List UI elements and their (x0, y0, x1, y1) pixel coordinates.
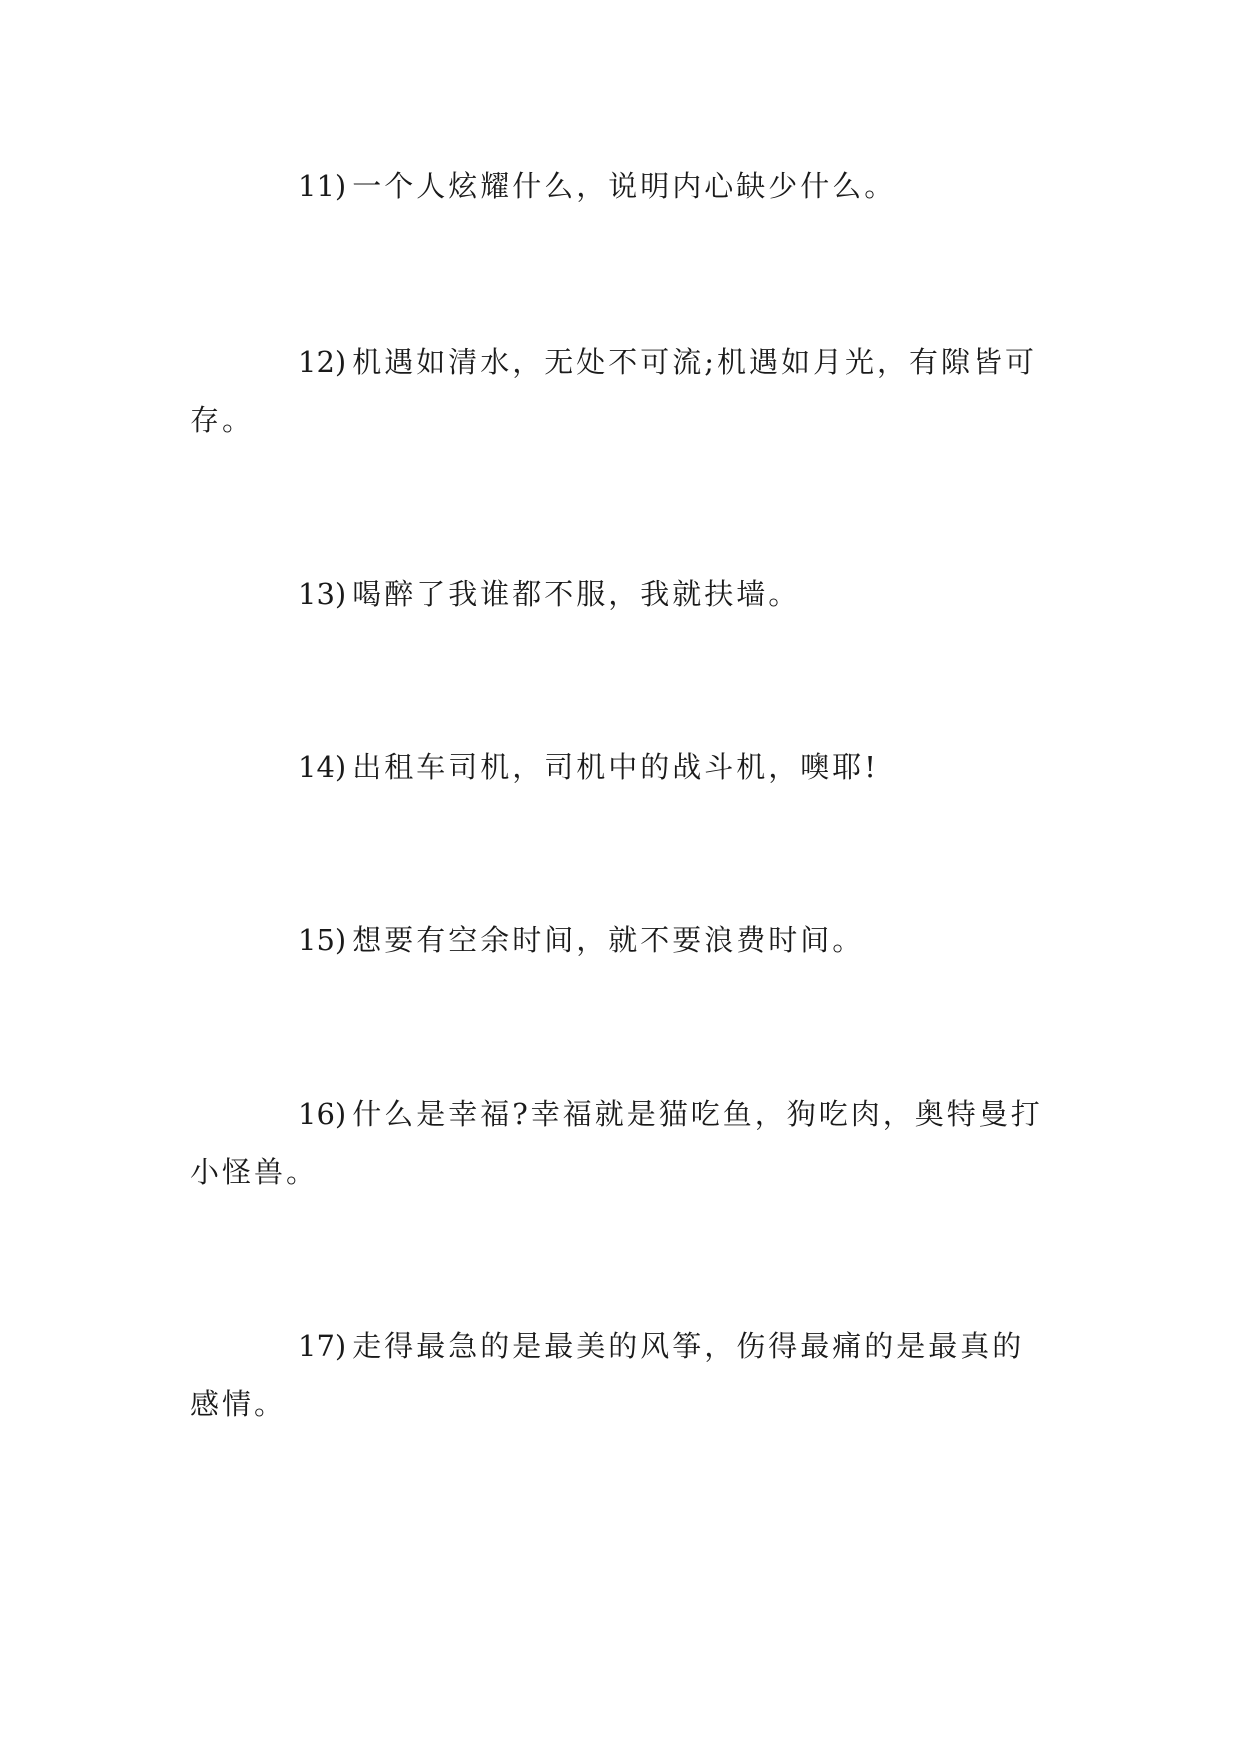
item-text: 一个人炫耀什么，说明内心缺少什么。 (352, 169, 897, 203)
paragraph-14 (190, 738, 1050, 796)
item-number: 12) (298, 345, 347, 379)
item-number: 15) (298, 923, 347, 957)
item-text: 什么是幸福?幸福就是猫吃鱼，狗吃肉，奥特曼打小怪兽。 (190, 1097, 1043, 1189)
item-text: 机遇如清水，无处不可流;机遇如月光，有隙皆可存。 (190, 345, 1037, 437)
paragraph-12 (190, 333, 1050, 449)
paragraph-15 (190, 911, 1050, 969)
item-number: 13) (298, 577, 347, 611)
paragraph-16 (190, 1085, 1050, 1201)
item-number: 11) (298, 169, 347, 203)
item-number: 16) (298, 1097, 347, 1131)
item-text: 出租车司机，司机中的战斗机，噢耶! (352, 750, 879, 784)
paragraph-17 (190, 1317, 1050, 1433)
item-text: 想要有空余时间，就不要浪费时间。 (352, 923, 865, 957)
item-text: 喝醉了我谁都不服，我就扶墙。 (352, 577, 801, 611)
paragraph-13 (190, 565, 1050, 623)
item-number: 14) (298, 750, 347, 784)
item-text: 走得最急的是最美的风筝，伤得最痛的是最真的感情。 (190, 1329, 1025, 1421)
item-number: 17) (298, 1329, 347, 1363)
paragraph-11 (190, 157, 1050, 215)
